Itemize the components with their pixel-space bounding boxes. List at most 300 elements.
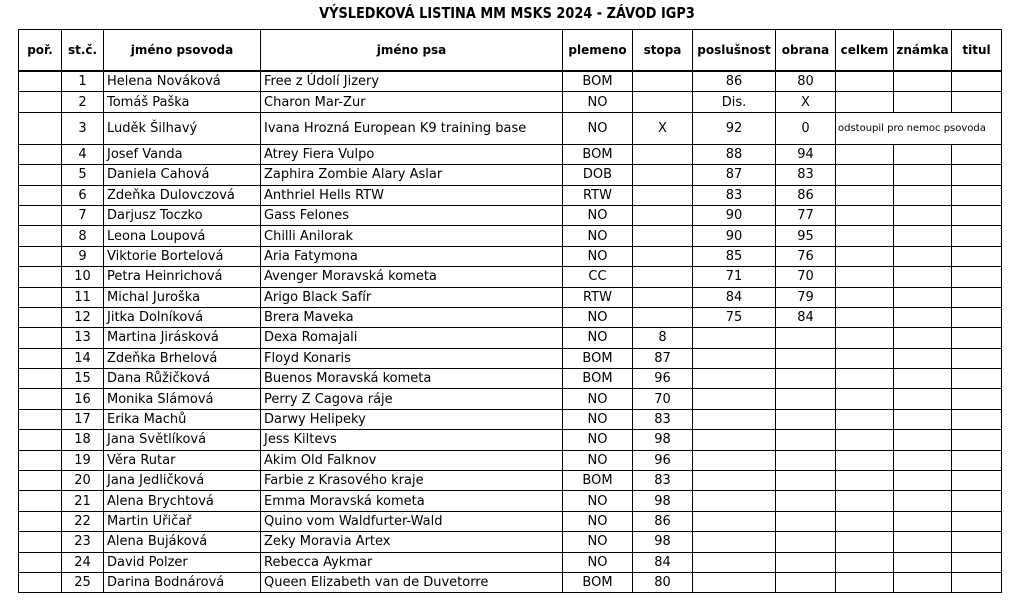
handler-name-cell: Josef Vanda [104,144,261,164]
obedience-score-cell [693,389,776,409]
obedience-score-cell: 85 [693,246,776,266]
start-number-cell: 3 [62,112,104,144]
dog-name-cell: Atrey Fiera Vulpo [261,144,563,164]
handler-name-cell: Alena Bujáková [104,532,261,552]
tracking-score-cell [633,165,693,185]
tracking-score-cell [633,246,693,266]
rank-cell [19,287,62,307]
breed-cell: BOM [563,369,633,389]
grade-cell [894,267,952,287]
handler-name-cell: Darina Bodnárová [104,572,261,592]
rank-cell [19,532,62,552]
start-number-cell: 22 [62,511,104,531]
grade-cell [894,307,952,327]
grade-cell [894,511,952,531]
dog-name-cell: Akim Old Falknov [261,450,563,470]
table-row [19,450,1002,470]
table-row [19,267,1002,287]
protection-score-cell: 86 [776,185,836,205]
handler-name-cell: Monika Slámová [104,389,261,409]
total-cell [836,430,894,450]
rank-cell [19,491,62,511]
grade-cell [894,430,952,450]
start-number-cell: 17 [62,409,104,429]
title-cell [952,267,1002,287]
rank-cell [19,471,62,491]
tracking-score-cell: 96 [633,450,693,470]
start-number-cell: 8 [62,226,104,246]
tracking-score-cell [633,287,693,307]
table-row [19,369,1002,389]
handler-name-cell: Helena Nováková [104,71,261,92]
document-title: VÝSLEDKOVÁ LISTINA MM MSKS 2024 - ZÁVOD IGP3 [319,4,695,22]
tracking-score-cell: 96 [633,369,693,389]
breed-cell: NO [563,511,633,531]
dog-name-cell: Jess Kiltevs [261,430,563,450]
obedience-score-cell [693,369,776,389]
obedience-score-cell [693,450,776,470]
protection-score-cell [776,491,836,511]
title-cell [952,226,1002,246]
start-number-cell: 12 [62,307,104,327]
dog-name-cell: Free z Údolí Jizery [261,71,563,92]
protection-score-cell: 83 [776,165,836,185]
total-cell [836,511,894,531]
obedience-score-cell [693,430,776,450]
start-number-cell: 10 [62,267,104,287]
dog-name-cell: Zeky Moravia Artex [261,532,563,552]
rank-cell [19,165,62,185]
dog-name-cell: Darwy Helipeky [261,409,563,429]
dog-name-cell: Gass Felones [261,205,563,225]
obedience-score-cell [693,328,776,348]
rank-cell [19,185,62,205]
rank-cell [19,92,62,112]
dog-name-cell: Zaphira Zombie Alary Aslar [261,165,563,185]
handler-name-cell: Zdeňka Dulovczová [104,185,261,205]
tracking-score-cell: 83 [633,409,693,429]
table-row [19,328,1002,348]
header-handler-name: jméno psovoda [104,30,261,72]
rank-cell [19,112,62,144]
rank-cell [19,144,62,164]
rank-cell [19,307,62,327]
start-number-cell: 18 [62,430,104,450]
tracking-score-cell: 70 [633,389,693,409]
header-grade: známka [894,30,952,72]
grade-cell [894,572,952,592]
title-cell [952,369,1002,389]
table-row [19,185,1002,205]
start-number-cell: 6 [62,185,104,205]
obedience-score-cell: 87 [693,165,776,185]
grade-cell [894,450,952,470]
tracking-score-cell: 86 [633,511,693,531]
title-cell [952,205,1002,225]
results-table [18,29,1002,593]
total-cell [836,409,894,429]
table-row [19,112,1002,144]
start-number-cell: 14 [62,348,104,368]
header-breed: plemeno [563,30,633,72]
grade-cell [894,144,952,164]
breed-cell: BOM [563,144,633,164]
tracking-score-cell [633,307,693,327]
protection-score-cell: 95 [776,226,836,246]
protection-score-cell [776,348,836,368]
title-cell [952,348,1002,368]
header-row [19,30,1002,72]
total-cell [836,144,894,164]
handler-name-cell: Dana Růžičková [104,369,261,389]
tracking-score-cell: 80 [633,572,693,592]
header-total: celkem [836,30,894,72]
handler-name-cell: Alena Brychtová [104,491,261,511]
dog-name-cell: Aria Fatymona [261,246,563,266]
table-row [19,165,1002,185]
dog-name-cell: Ivana Hrozná European K9 training base [261,112,563,144]
tracking-score-cell: 98 [633,532,693,552]
grade-cell [894,471,952,491]
grade-cell [894,287,952,307]
handler-name-cell: Jana Světlíková [104,430,261,450]
breed-cell: NO [563,205,633,225]
total-cell [836,450,894,470]
handler-name-cell: Zdeňka Brhelová [104,348,261,368]
breed-cell: RTW [563,287,633,307]
start-number-cell: 19 [62,450,104,470]
total-cell [836,226,894,246]
grade-cell [894,71,952,92]
total-cell [836,205,894,225]
breed-cell: RTW [563,185,633,205]
obedience-score-cell: 83 [693,185,776,205]
grade-cell [894,246,952,266]
dog-name-cell: Dexa Romajali [261,328,563,348]
protection-score-cell [776,572,836,592]
tracking-score-cell [633,185,693,205]
obedience-score-cell: 90 [693,226,776,246]
breed-cell: CC [563,267,633,287]
start-number-cell: 24 [62,552,104,572]
tracking-score-cell [633,92,693,112]
title-cell [952,471,1002,491]
protection-score-cell [776,369,836,389]
protection-score-cell [776,450,836,470]
withdrawal-note: odstoupil pro nemoc psovoda [836,112,1002,144]
obedience-score-cell [693,572,776,592]
total-cell [836,491,894,511]
total-cell [836,572,894,592]
title-cell [952,450,1002,470]
dog-name-cell: Perry Z Cagova ráje [261,389,563,409]
handler-name-cell: Leona Loupová [104,226,261,246]
table-row [19,92,1002,112]
tracking-score-cell: X [633,112,693,144]
handler-name-cell: Věra Rutar [104,450,261,470]
table-row [19,287,1002,307]
breed-cell: NO [563,389,633,409]
tracking-score-cell: 84 [633,552,693,572]
title-cell [952,144,1002,164]
obedience-score-cell [693,471,776,491]
handler-name-cell: Michal Juroška [104,287,261,307]
rank-cell [19,267,62,287]
title-cell [952,389,1002,409]
handler-name-cell: Tomáš Paška [104,92,261,112]
breed-cell: NO [563,307,633,327]
total-cell [836,328,894,348]
handler-name-cell: Darjusz Toczko [104,205,261,225]
total-cell [836,165,894,185]
handler-name-cell: David Polzer [104,552,261,572]
protection-score-cell [776,430,836,450]
total-cell [836,369,894,389]
title-cell [952,409,1002,429]
rank-cell [19,511,62,531]
rank-cell [19,226,62,246]
tracking-score-cell [633,144,693,164]
grade-cell [894,92,952,112]
protection-score-cell [776,389,836,409]
protection-score-cell [776,511,836,531]
protection-score-cell: 76 [776,246,836,266]
breed-cell: NO [563,112,633,144]
total-cell [836,532,894,552]
dog-name-cell: Avenger Moravská kometa [261,267,563,287]
obedience-score-cell: 71 [693,267,776,287]
obedience-score-cell: 84 [693,287,776,307]
table-row [19,226,1002,246]
title-cell [952,246,1002,266]
dog-name-cell: Buenos Moravská kometa [261,369,563,389]
start-number-cell: 25 [62,572,104,592]
protection-score-cell: 70 [776,267,836,287]
grade-cell [894,409,952,429]
total-cell [836,307,894,327]
table-row [19,348,1002,368]
table-row [19,430,1002,450]
start-number-cell: 9 [62,246,104,266]
handler-name-cell: Petra Heinrichová [104,267,261,287]
obedience-score-cell [693,491,776,511]
handler-name-cell: Jitka Dolníková [104,307,261,327]
breed-cell: NO [563,450,633,470]
start-number-cell: 20 [62,471,104,491]
grade-cell [894,328,952,348]
tracking-score-cell [633,226,693,246]
rank-cell [19,389,62,409]
table-row [19,491,1002,511]
header-obedience: poslušnost [693,30,776,72]
start-number-cell: 16 [62,389,104,409]
breed-cell: NO [563,552,633,572]
header-por: poř. [19,30,62,72]
title-cell [952,92,1002,112]
breed-cell: NO [563,92,633,112]
table-row [19,389,1002,409]
protection-score-cell: X [776,92,836,112]
start-number-cell: 23 [62,532,104,552]
rank-cell [19,552,62,572]
protection-score-cell: 77 [776,205,836,225]
table-row [19,532,1002,552]
dog-name-cell: Emma Moravská kometa [261,491,563,511]
dog-name-cell: Arigo Black Safír [261,287,563,307]
breed-cell: BOM [563,348,633,368]
obedience-score-cell: 90 [693,205,776,225]
rank-cell [19,430,62,450]
title-cell [952,328,1002,348]
total-cell [836,348,894,368]
title-cell [952,165,1002,185]
rank-cell [19,409,62,429]
handler-name-cell: Erika Machů [104,409,261,429]
protection-score-cell: 0 [776,112,836,144]
grade-cell [894,552,952,572]
obedience-score-cell [693,409,776,429]
tracking-score-cell: 98 [633,491,693,511]
total-cell [836,185,894,205]
grade-cell [894,532,952,552]
dog-name-cell: Anthriel Hells RTW [261,185,563,205]
handler-name-cell: Viktorie Bortelová [104,246,261,266]
table-row [19,144,1002,164]
grade-cell [894,389,952,409]
header-title: titul [952,30,1002,72]
total-cell [836,552,894,572]
tracking-score-cell [633,71,693,92]
breed-cell: BOM [563,572,633,592]
table-row [19,572,1002,592]
protection-score-cell: 84 [776,307,836,327]
breed-cell: NO [563,246,633,266]
title-cell [952,572,1002,592]
total-cell [836,287,894,307]
obedience-score-cell [693,532,776,552]
dog-name-cell: Floyd Konaris [261,348,563,368]
breed-cell: NO [563,491,633,511]
dog-name-cell: Charon Mar-Zur [261,92,563,112]
tracking-score-cell: 83 [633,471,693,491]
obedience-score-cell [693,552,776,572]
start-number-cell: 7 [62,205,104,225]
dog-name-cell: Farbie z Krasového kraje [261,471,563,491]
tracking-score-cell [633,267,693,287]
header-tracking: stopa [633,30,693,72]
dog-name-cell: Quino vom Waldfurter-Wald [261,511,563,531]
header-protection: obrana [776,30,836,72]
breed-cell: NO [563,430,633,450]
obedience-score-cell: 88 [693,144,776,164]
start-number-cell: 5 [62,165,104,185]
breed-cell: NO [563,409,633,429]
rank-cell [19,348,62,368]
obedience-score-cell: 75 [693,307,776,327]
title-cell [952,532,1002,552]
start-number-cell: 2 [62,92,104,112]
title-cell [952,511,1002,531]
rank-cell [19,71,62,92]
grade-cell [894,165,952,185]
total-cell [836,471,894,491]
grade-cell [894,205,952,225]
header-start-number: st.č. [62,30,104,72]
tracking-score-cell: 87 [633,348,693,368]
handler-name-cell: Daniela Cahová [104,165,261,185]
protection-score-cell [776,409,836,429]
header-dog-name: jméno psa [261,30,563,72]
title-cell [952,430,1002,450]
protection-score-cell: 79 [776,287,836,307]
rank-cell [19,369,62,389]
breed-cell: NO [563,328,633,348]
rank-cell [19,328,62,348]
table-row [19,71,1002,92]
breed-cell: BOM [563,471,633,491]
handler-name-cell: Luděk Šilhavý [104,112,261,144]
breed-cell: NO [563,532,633,552]
tracking-score-cell: 8 [633,328,693,348]
obedience-score-cell [693,348,776,368]
title-cell [952,185,1002,205]
total-cell [836,246,894,266]
grade-cell [894,348,952,368]
handler-name-cell: Martin Uřičař [104,511,261,531]
start-number-cell: 13 [62,328,104,348]
grade-cell [894,226,952,246]
obedience-score-cell: Dis. [693,92,776,112]
obedience-score-cell: 92 [693,112,776,144]
table-row [19,552,1002,572]
protection-score-cell [776,532,836,552]
dog-name-cell: Brera Maveka [261,307,563,327]
start-number-cell: 11 [62,287,104,307]
rank-cell [19,572,62,592]
breed-cell: NO [563,226,633,246]
title-cell [952,307,1002,327]
table-row [19,205,1002,225]
start-number-cell: 1 [62,71,104,92]
rank-cell [19,205,62,225]
handler-name-cell: Martina Jirásková [104,328,261,348]
obedience-score-cell: 86 [693,71,776,92]
tracking-score-cell [633,205,693,225]
start-number-cell: 21 [62,491,104,511]
table-row [19,307,1002,327]
table-row [19,246,1002,266]
protection-score-cell [776,328,836,348]
grade-cell [894,369,952,389]
handler-name-cell: Jana Jedličková [104,471,261,491]
total-cell [836,92,894,112]
start-number-cell: 15 [62,369,104,389]
total-cell [836,267,894,287]
dog-name-cell: Rebecca Aykmar [261,552,563,572]
table-row [19,511,1002,531]
title-cell [952,287,1002,307]
grade-cell [894,185,952,205]
breed-cell: DOB [563,165,633,185]
grade-cell [894,491,952,511]
title-cell [952,552,1002,572]
protection-score-cell [776,471,836,491]
start-number-cell: 4 [62,144,104,164]
total-cell [836,71,894,92]
obedience-score-cell [693,511,776,531]
protection-score-cell: 94 [776,144,836,164]
total-cell [836,389,894,409]
